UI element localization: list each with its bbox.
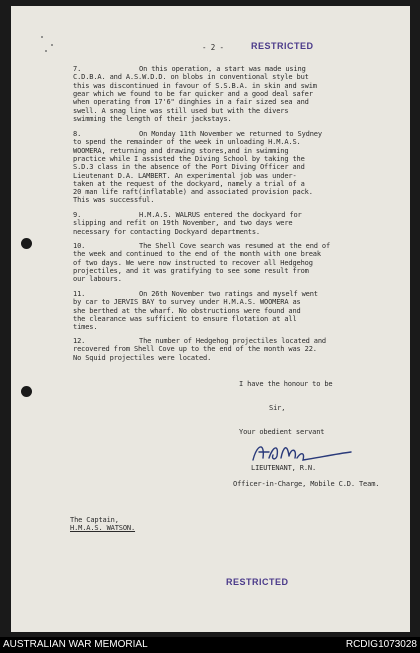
signatory-title: Officer-in-Charge, Mobile C.D. Team.: [233, 480, 380, 488]
paper-speck: [51, 44, 53, 46]
paragraph-line: the clearance was sufficient to ensure flotation at all: [73, 314, 297, 323]
page-number: - 2 -: [202, 43, 224, 52]
paragraph-line: when operating from 17'6" dinghies in a fair sized sea and: [73, 98, 309, 107]
paragraph-line: necessary for contacting Dockyard departments.: [73, 227, 260, 236]
paragraph-line: our labours.: [73, 275, 122, 284]
paragraph-line: WOOMERA, returning and drawing stores,and in swimming: [73, 146, 289, 155]
document-page: [11, 6, 410, 632]
paragraph-line: swell. A snag line was still used but with the divers: [73, 106, 289, 115]
paragraph-line: of two days. We were now instructed to recover all Hedgehog: [73, 258, 313, 267]
paragraph-line: recovered from Shell Cove up to the end of the month was 22.: [73, 345, 317, 354]
paragraph-number: 8.: [73, 130, 82, 138]
paragraph-line: On 26th November two ratings and myself went: [139, 290, 318, 298]
restricted-stamp-top: RESTRICTED: [251, 41, 314, 51]
paragraph-line: times.: [73, 323, 98, 332]
addressee-line: The Captain,: [70, 516, 119, 524]
paragraph-number: 7.: [73, 65, 82, 73]
restricted-stamp-bottom: RESTRICTED: [226, 577, 289, 587]
archive-footer: [0, 637, 420, 653]
paragraph-line: The Shell Cove search was resumed at the end of: [139, 242, 331, 250]
punch-hole: [21, 238, 32, 249]
archive-name: AUSTRALIAN WAR MEMORIAL: [3, 639, 148, 650]
paper-speck: [41, 36, 43, 38]
paragraph-line: S.D.3 class in the absence of the Port Diving Officer and: [73, 163, 305, 172]
archive-id: RCDIG1073028: [345, 639, 417, 650]
addressee-line: H.M.A.S. WATSON.: [70, 524, 136, 533]
closing-honour: I have the honour to be: [239, 380, 333, 388]
paragraph-line: Lieutenant D.A. LAMBERT. An experimental job was under-: [73, 171, 297, 180]
paragraph-line: taken at the request of the dockyard, namely a trial of a: [73, 179, 305, 188]
paragraph-line: On Monday 11th November we returned to Sydney: [139, 130, 322, 138]
paragraph-line: she berthed at the wharf. No obstructions were found and: [73, 306, 301, 315]
paragraph-line: No Squid projectiles were located.: [73, 353, 212, 362]
paragraph-line: slipping and refit on 19th November, and two days were: [73, 219, 293, 228]
signatory-rank: LIEUTENANT, R.N.: [251, 464, 317, 472]
paragraph-line: this was discontinued in favour of S.S.B.A. in skin and swim: [73, 81, 317, 90]
paper-speck: [45, 50, 47, 52]
paragraph-number: 9.: [73, 211, 82, 219]
paragraph-line: the week and continued to the end of the month with one break: [73, 250, 321, 259]
paragraph-line: On this operation, a start was made using: [139, 65, 306, 73]
paragraph-line: This was successful.: [73, 196, 155, 205]
paragraph-number: 11.: [73, 290, 86, 298]
paragraph-line: H.M.A.S. WALRUS entered the dockyard for: [139, 211, 302, 219]
paragraph-line: gear which we found to be far quicker and a good deal safer: [73, 89, 313, 98]
paragraph-line: The number of Hedgehog projectiles located and: [139, 337, 326, 345]
closing-sir: Sir,: [269, 404, 286, 412]
paragraph-line: swimming the length of their jackstays.: [73, 114, 232, 123]
punch-hole: [21, 386, 32, 397]
paragraph-line: C.D.B.A. and A.S.W.D.D. on blobs in conventional style but: [73, 73, 309, 82]
paragraph-number: 12.: [73, 337, 86, 345]
paragraph-line: to spend the remainder of the week in unloading H.M.A.S.: [73, 138, 301, 147]
paragraph-line: projectiles, and it was gratifying to see some result from: [73, 266, 309, 275]
paragraph-line: practice while I assisted the Diving School by taking the: [73, 154, 305, 163]
paragraph-number: 10.: [73, 242, 86, 250]
closing-servant: Your obedient servant: [239, 428, 325, 436]
paragraph-line: 20 man life raft(inflatable) and associated provision pack.: [73, 188, 313, 197]
paragraph-line: by car to JERVIS BAY to survey under H.M.A.S. WOOMERA as: [73, 298, 301, 307]
